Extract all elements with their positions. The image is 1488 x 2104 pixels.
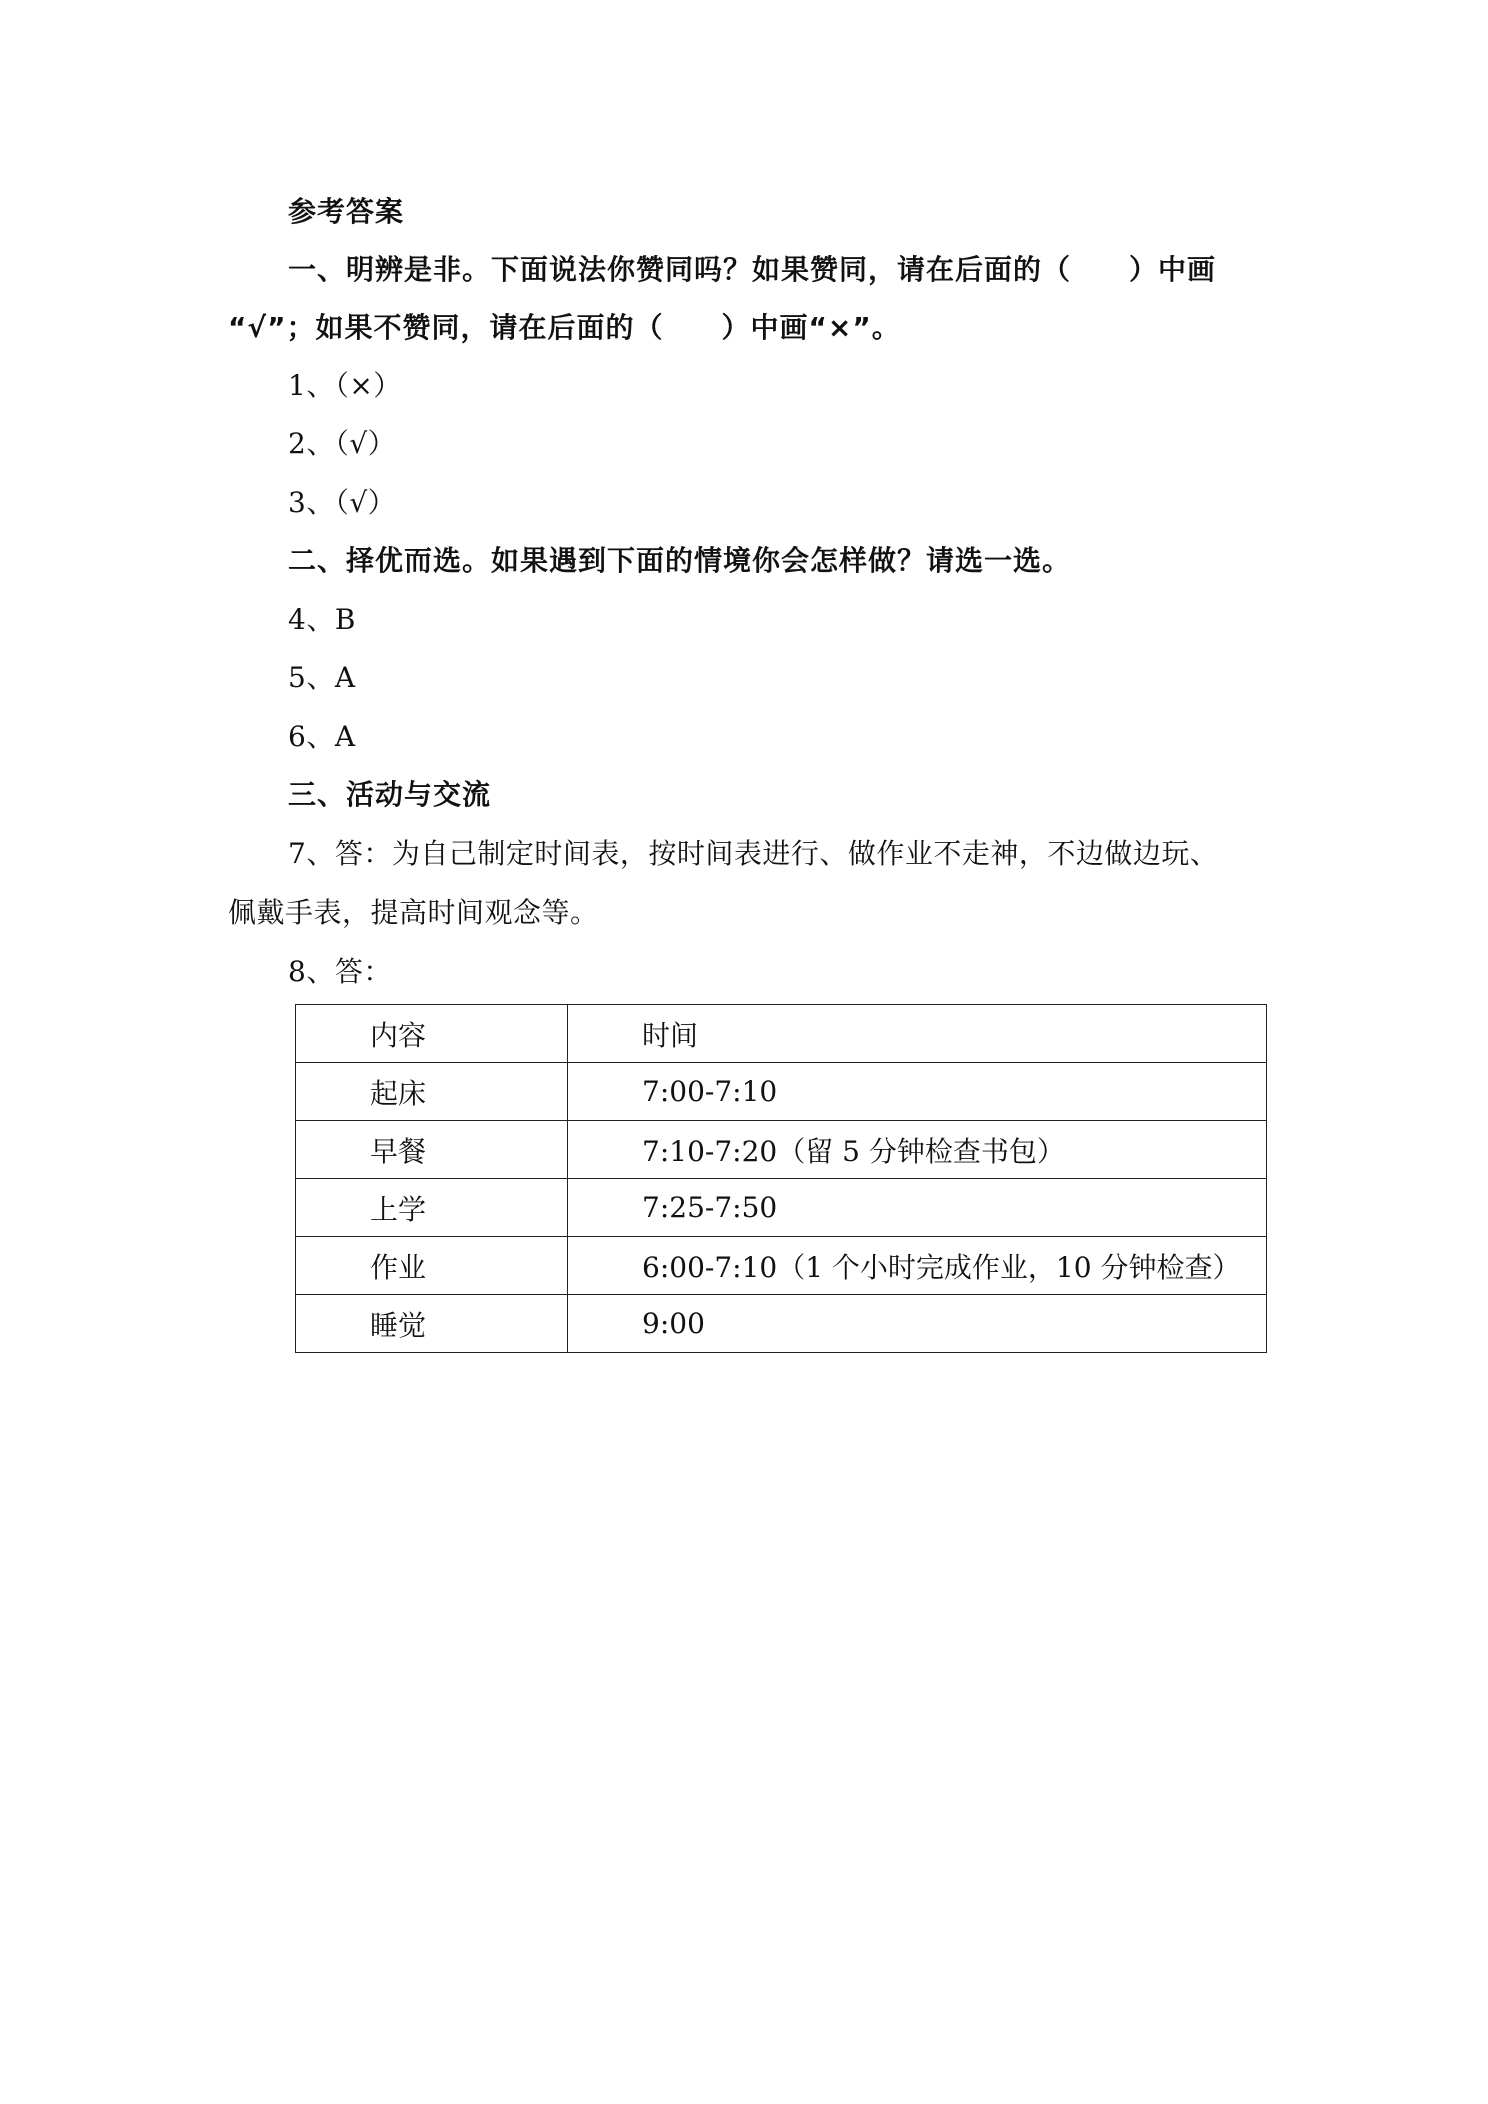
table-header-cell: 内容 <box>296 1005 568 1063</box>
table-cell-activity: 上学 <box>296 1179 568 1237</box>
table-row <box>296 1121 1267 1179</box>
answer-2: 2、（√） <box>288 427 397 460</box>
page-title: 参考答案 <box>288 195 405 228</box>
section2-heading: 二、择优而选。如果遇到下面的情境你会怎样做？请选一选。 <box>288 544 1072 577</box>
table-cell-activity: 起床 <box>296 1063 568 1121</box>
schedule-table <box>295 1004 1267 1353</box>
table-cell-activity: 作业 <box>296 1237 568 1295</box>
table-cell-time: 6:00-7:10（1 个小时完成作业，10 分钟检查） <box>568 1237 1267 1295</box>
answer-7-line1: 7、答：为自己制定时间表，按时间表进行、做作业不走神，不边做边玩、 <box>288 837 1219 870</box>
table-cell-activity: 早餐 <box>296 1121 568 1179</box>
table-cell-time: 7:25-7:50 <box>568 1179 1267 1237</box>
table-cell-time: 7:10-7:20（留 5 分钟检查书包） <box>568 1121 1267 1179</box>
table-row <box>296 1237 1267 1295</box>
section1-heading-line2: “√”；如果不赞同，请在后面的（ ）中画“×”。 <box>228 311 901 344</box>
answer-3: 3、（√） <box>288 486 397 519</box>
answer-7-line2: 佩戴手表，提高时间观念等。 <box>228 896 599 929</box>
table-header-cell: 时间 <box>568 1005 1267 1063</box>
table-row <box>296 1295 1267 1353</box>
answer-6: 6、A <box>288 720 356 753</box>
answer-5: 5、A <box>288 661 356 694</box>
table-row <box>296 1179 1267 1237</box>
table-row <box>296 1063 1267 1121</box>
section3-heading: 三、活动与交流 <box>288 778 492 811</box>
answer-4: 4、B <box>288 603 356 636</box>
table-cell-time: 7:00-7:10 <box>568 1063 1267 1121</box>
table-cell-time: 9:00 <box>568 1295 1267 1353</box>
table-header-row <box>296 1005 1267 1063</box>
answer-1: 1、（×） <box>288 369 402 402</box>
table-cell-activity: 睡觉 <box>296 1295 568 1353</box>
section1-heading-line1: 一、明辨是非。下面说法你赞同吗？如果赞同，请在后面的（ ）中画 <box>288 253 1217 286</box>
answer-8-label: 8、答： <box>288 955 392 988</box>
